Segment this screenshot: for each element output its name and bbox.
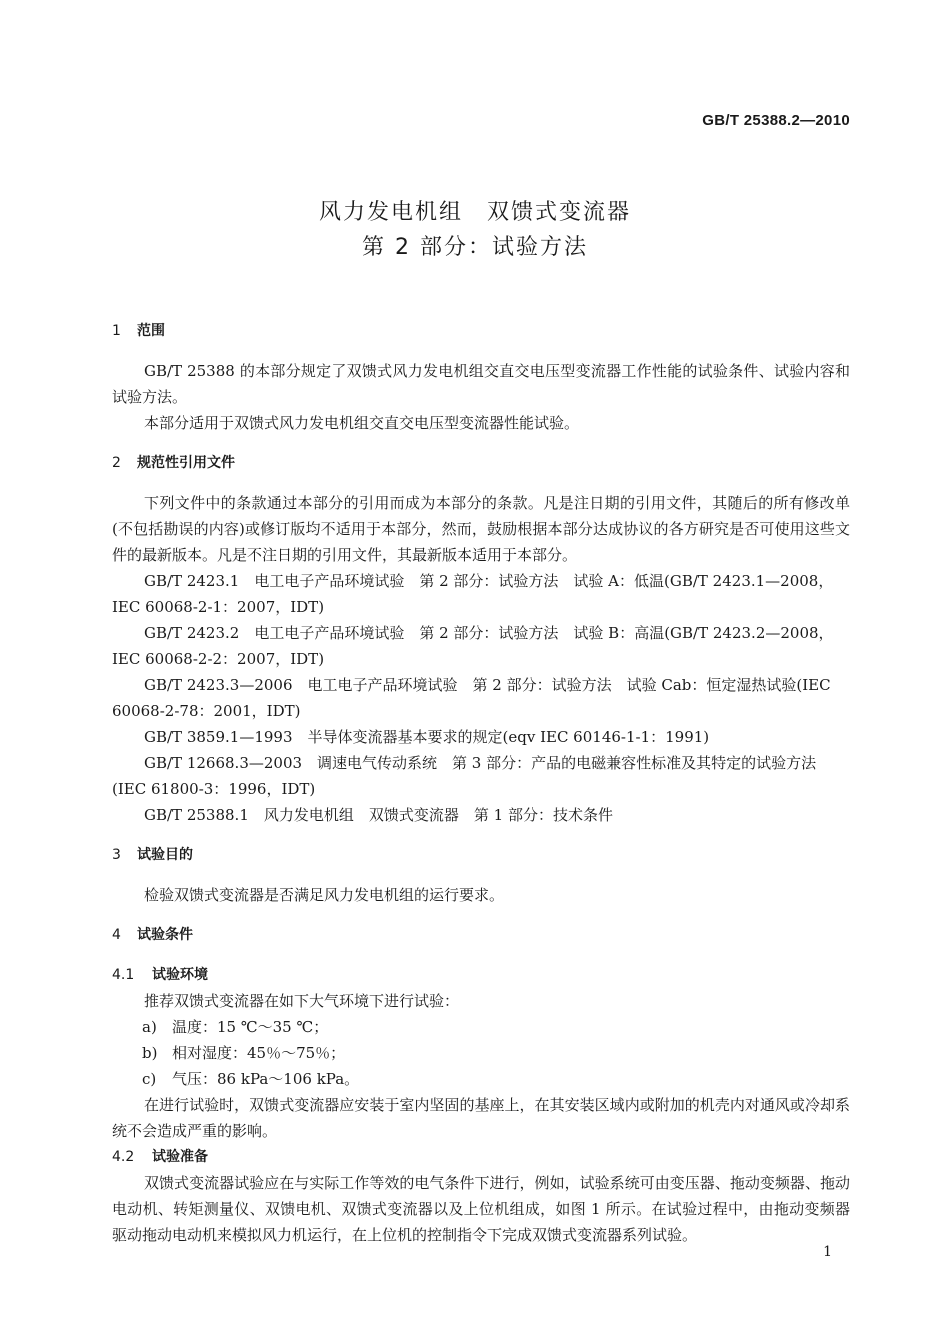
- list-label: a): [142, 1018, 157, 1036]
- paragraph: 双馈式变流器试验应在与实际工作等效的电气条件下进行，例如，试验系统可由变压器、拖动变频器、拖动电动机、转矩测量仪、双馈电机、双馈式变流器以及上位机组成，如图 1 所示。在试验过程中，由拖动变频器驱动拖动电动机来模拟风力机运行，在上位机的控制指令下完成双馈式变流器系列试验。: [112, 1174, 850, 1244]
- list-text: 相对湿度：45％～75％；: [172, 1044, 346, 1062]
- list-text: 气压：86 kPa～106 kPa。: [172, 1070, 360, 1088]
- section-heading-1: [112, 318, 850, 344]
- section-number: 1: [112, 323, 121, 339]
- section-heading-3: [112, 842, 850, 868]
- section-title: 范围: [137, 323, 165, 339]
- document-title-line1: 风力发电机组 双馈式变流器: [318, 200, 631, 225]
- reference-item: GB/T 2423.2 电工电子产品环境试验 第 2 部分：试验方法 试验 B：高温(GB/T 2423.2—2008，IEC 60068-2-2：2007，IDT): [112, 624, 834, 668]
- subsection-title: 试验环境: [152, 967, 208, 983]
- document-title-line2: 第 2 部分：试验方法: [362, 235, 588, 260]
- page-number: 1: [823, 1244, 832, 1260]
- reference-item: GB/T 3859.1—1993 半导体变流器基本要求的规定(eqv IEC 60146-1-1：1991): [144, 728, 710, 746]
- paragraph: 检验双馈式变流器是否满足风力发电机组的运行要求。: [144, 886, 505, 904]
- section-title: 规范性引用文件: [137, 455, 235, 471]
- list-text: 温度：15 ℃～35 ℃；: [172, 1018, 329, 1036]
- reference-item: GB/T 2423.1 电工电子产品环境试验 第 2 部分：试验方法 试验 A：低温(GB/T 2423.1—2008，IEC 60068-2-1：2007，IDT): [112, 572, 834, 616]
- reference-item: GB/T 2423.3—2006 电工电子产品环境试验 第 2 部分：试验方法 试验 Cab：恒定湿热试验(IEC 60068-2-78：2001，IDT): [112, 676, 831, 720]
- paragraph: GB/T 25388 的本部分规定了双馈式风力发电机组交直交电压型变流器工作性能的试验条件、试验内容和试验方法。: [112, 362, 850, 406]
- section-number: 4: [112, 927, 121, 943]
- list-item: [142, 1066, 850, 1092]
- section-number: 3: [112, 847, 121, 863]
- list-item: [142, 1014, 850, 1040]
- subsection-heading-4-2: [112, 1144, 850, 1170]
- section-heading-2: [112, 450, 850, 476]
- paragraph: 下列文件中的条款通过本部分的引用而成为本部分的条款。凡是注日期的引用文件，其随后的所有修改单(不包括勘误的内容)或修订版均不适用于本部分，然而，鼓励根据本部分达成协议的各方研究是否可使用这些文件的最新版本。凡是不注日期的引用文件，其最新版本适用于本部分。: [112, 494, 850, 564]
- reference-item: GB/T 25388.1 风力发电机组 双馈式变流器 第 1 部分：技术条件: [144, 806, 613, 824]
- document-body: [112, 318, 850, 1248]
- section-title: 试验条件: [137, 927, 193, 943]
- subsection-title: 试验准备: [152, 1149, 208, 1165]
- standard-code: GB/T 25388.2—2010: [702, 112, 850, 129]
- subsection-number: 4.2: [112, 1149, 135, 1165]
- section-title: 试验目的: [137, 847, 193, 863]
- subsection-number: 4.1: [112, 967, 135, 983]
- list-label: b): [142, 1044, 158, 1062]
- section-number: 2: [112, 455, 121, 471]
- paragraph: 本部分适用于双馈式风力发电机组交直交电压型变流器性能试验。: [144, 414, 580, 432]
- list-label: c): [142, 1070, 157, 1088]
- list-item: [142, 1040, 850, 1066]
- subsection-heading-4-1: [112, 962, 850, 988]
- paragraph: 推荐双馈式变流器在如下大气环境下进行试验：: [144, 992, 460, 1010]
- reference-item: GB/T 12668.3—2003 调速电气传动系统 第 3 部分：产品的电磁兼容性标准及其特定的试验方法(IEC 61800-3：1996，IDT): [112, 754, 817, 798]
- section-heading-4: [112, 922, 850, 948]
- paragraph: 在进行试验时，双馈式变流器应安装于室内坚固的基座上，在其安装区域内或附加的机壳内对通风或冷却系统不会造成严重的影响。: [112, 1096, 850, 1140]
